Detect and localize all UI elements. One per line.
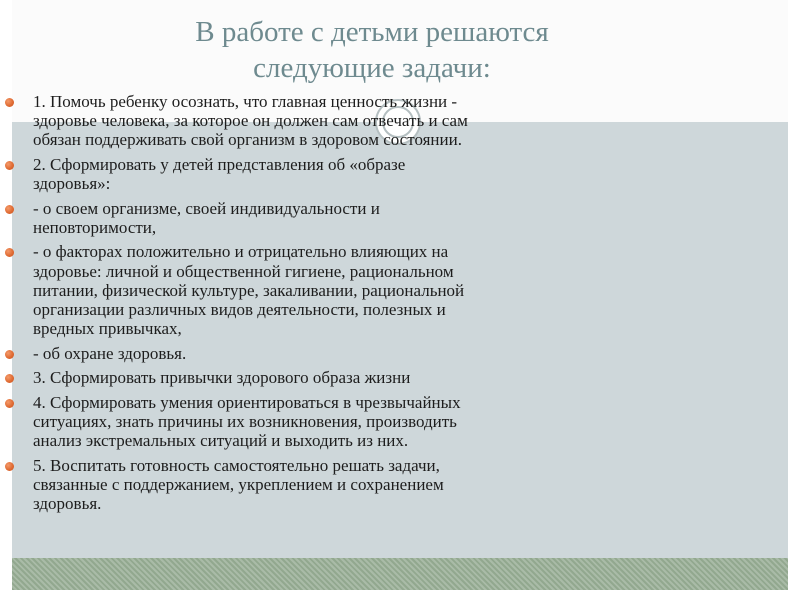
slide-title-line-1: В работе с детьми решаются xyxy=(195,16,549,48)
bullet-icon xyxy=(5,205,14,214)
bullet-list xyxy=(0,92,800,518)
bullet-icon xyxy=(5,462,14,471)
list-item-line: 3. Сформировать привычки здорового образа жизни xyxy=(33,368,411,388)
list-item-line: 2. Сформировать у детей представления об «образе xyxy=(33,154,406,174)
list-item-line: здоровья»: xyxy=(33,174,111,194)
bullet-icon xyxy=(5,248,14,257)
bullet-icon xyxy=(5,350,14,359)
bullet-icon xyxy=(5,98,14,107)
bullet-icon xyxy=(5,374,14,383)
bullet-icon xyxy=(5,399,14,408)
list-item-line: питании, физической культуре, закаливании, рациональной xyxy=(33,280,465,300)
list-item xyxy=(0,456,800,514)
list-item xyxy=(0,199,800,237)
list-item-line: - об охране здоровья. xyxy=(33,343,187,363)
list-item-line: анализ экстремальных ситуаций и выходить из них. xyxy=(33,431,409,451)
list-item-line: 4. Сформировать умения ориентироваться в чрезвычайных xyxy=(33,392,461,412)
list-item-line: - о своем организме, своей индивидуальности и xyxy=(33,198,380,218)
list-item-line: ситуациях, знать причины их возникновения, производить xyxy=(33,411,457,431)
list-item-line: связанные с поддержанием, укреплением и сохранением xyxy=(33,474,444,494)
list-item-line: - о факторах положительно и отрицательно влияющих на xyxy=(33,242,449,262)
list-item-line: здоровья. xyxy=(33,493,102,513)
footer-stripes xyxy=(12,558,788,590)
slide-title-line-2: следующие задачи: xyxy=(253,52,491,84)
list-item xyxy=(0,368,800,387)
list-item-line: неповторимости, xyxy=(33,217,157,237)
list-item-line: 1. Помочь ребенку осознать, что главная ценность жизни - xyxy=(33,92,458,111)
list-item-line: 5. Воспитать готовность самостоятельно решать задачи, xyxy=(33,455,440,475)
list-item-line: здоровье человека, за которое он должен сам отвечать и сам xyxy=(33,111,468,131)
list-item-line: обязан поддерживать свой организм в здоровом состоянии. xyxy=(33,130,462,150)
list-item-line: вредных привычках, xyxy=(33,319,182,339)
list-item xyxy=(0,393,800,451)
bullet-icon xyxy=(5,161,14,170)
list-item-line: организации различных видов деятельности, полезных и xyxy=(33,299,446,319)
list-item xyxy=(0,344,800,363)
list-item xyxy=(0,155,800,193)
list-item xyxy=(0,92,800,150)
list-item-line: здоровье: личной и общественной гигиене, рациональном xyxy=(33,261,454,281)
slide-title xyxy=(112,14,632,86)
list-item xyxy=(0,242,800,338)
